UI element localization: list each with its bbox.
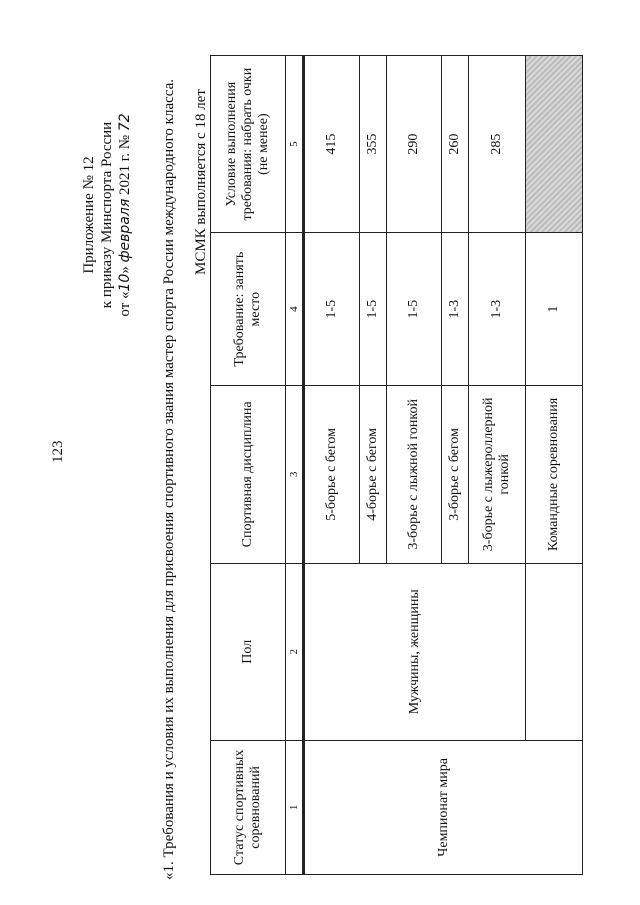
- date-prefix: от «: [117, 291, 133, 317]
- discipline-cell: 3-борье с лыжероллерной гонкой: [469, 386, 526, 564]
- column-number-row: [286, 56, 304, 875]
- appendix-title: Приложение № 12: [81, 156, 97, 274]
- header-place: Требование: занять место: [211, 233, 286, 386]
- gender-empty-cell: [526, 563, 583, 740]
- handwritten-month: февраля: [117, 198, 133, 263]
- points-cell-shaded: [526, 56, 583, 233]
- discipline-cell: 3-борье с бегом: [442, 386, 469, 564]
- gender-cell: Мужчины, женщины: [304, 563, 526, 740]
- requirements-table: [210, 55, 583, 875]
- appendix-order-ref: к приказу Минспорта России: [99, 121, 115, 309]
- header-points: Условие выполнения требования: набрать очки (не менее): [211, 56, 286, 233]
- place-cell: 1-3: [469, 233, 526, 386]
- handwritten-day: 10: [117, 273, 133, 292]
- discipline-cell: 5-борье с бегом: [304, 386, 360, 564]
- table-header-row: [211, 56, 286, 875]
- points-cell: 260: [442, 56, 469, 233]
- column-number: 2: [286, 563, 304, 740]
- column-number: 5: [286, 56, 304, 233]
- date-separator: »: [117, 266, 133, 274]
- page-number: 123: [50, 440, 66, 463]
- place-cell: 1-5: [387, 233, 442, 386]
- intro-paragraph: «1. Требования и условия их выполнения для присвоения спортивного звания мастер спорта России международного класса.: [161, 78, 177, 880]
- age-note: МСМК выполняется с 18 лет: [193, 89, 209, 275]
- discipline-cell: 3-борье с лыжной гонкой: [387, 386, 442, 564]
- handwritten-order-number: 72: [117, 113, 133, 132]
- table-row: [304, 56, 360, 875]
- discipline-cell: 4-борье с бегом: [360, 386, 387, 564]
- header-status: Статус спортивных соревнований: [211, 740, 286, 874]
- header-discipline: Спортивная дисциплина: [211, 386, 286, 564]
- discipline-cell: Командные соревнования: [526, 386, 583, 564]
- place-cell: 1-5: [304, 233, 360, 386]
- date-year: 2021 г. №: [117, 134, 133, 195]
- column-number: 4: [286, 233, 304, 386]
- status-cell: Чемпионат мира: [304, 740, 583, 874]
- place-cell: 1-5: [360, 233, 387, 386]
- points-cell: 355: [360, 56, 387, 233]
- place-cell: 1-3: [442, 233, 469, 386]
- points-cell: 415: [304, 56, 360, 233]
- appendix-date-line: [116, 65, 134, 365]
- column-number: 1: [286, 740, 304, 874]
- header-gender: Пол: [211, 563, 286, 740]
- column-number: 3: [286, 386, 304, 564]
- appendix-header: [80, 65, 134, 365]
- place-cell: 1: [526, 233, 583, 386]
- points-cell: 285: [469, 56, 526, 233]
- points-cell: 290: [387, 56, 442, 233]
